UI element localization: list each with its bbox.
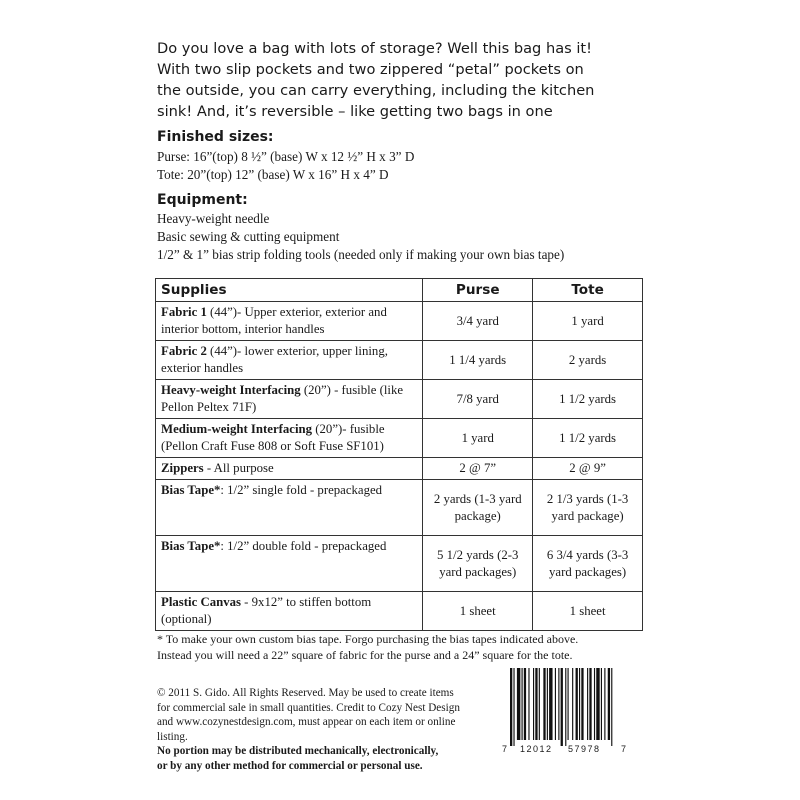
- purse-amount: 1 yard: [423, 419, 533, 458]
- tote-amount: 1 sheet: [533, 592, 643, 631]
- tote-amount: 2 1/3 yards (1-3 yard package): [533, 480, 643, 536]
- barcode-bar: [604, 668, 605, 740]
- tote-amount: 1 yard: [533, 302, 643, 341]
- table-row: [156, 341, 643, 380]
- table-row: [156, 302, 643, 341]
- barcode-bar: [608, 668, 610, 740]
- upc-barcode: [502, 668, 628, 758]
- purse-amount: 5 1/2 yards (2-3 yard packages): [423, 536, 533, 592]
- barcode-bar: [579, 668, 580, 740]
- barcode-bar: [533, 668, 534, 740]
- footnote-line: * To make your own custom bias tape. Forgo purchasing the bias tapes indicated above.: [157, 632, 579, 646]
- intro-paragraph: [157, 38, 647, 122]
- table-header-row: [156, 279, 643, 302]
- table-row: [156, 380, 643, 419]
- barcode-bar: [558, 668, 559, 740]
- purse-amount: 2 yards (1-3 yard package): [423, 480, 533, 536]
- supply-detail: - 9x12” to stiffen bottom (optional): [161, 595, 372, 626]
- barcode-bar: [543, 668, 545, 740]
- supply-item: [156, 302, 423, 341]
- supply-name: Bias Tape*: [161, 483, 221, 497]
- barcode-bar: [535, 668, 537, 740]
- barcode-bar: [596, 668, 599, 740]
- supply-detail: : 1/2” single fold - prepackaged: [220, 483, 383, 497]
- header-supplies: Supplies: [156, 279, 423, 302]
- equipment-item: Heavy-weight needle: [157, 211, 270, 226]
- barcode-bar: [581, 668, 583, 740]
- supply-detail: - All purpose: [203, 461, 274, 475]
- purse-amount: 3/4 yard: [423, 302, 533, 341]
- copyright-bold-tail: No portion may be distributed mechanically, electronically,: [157, 745, 439, 758]
- tote-amount: 2 yards: [533, 341, 643, 380]
- finished-sizes-list: [157, 148, 414, 184]
- copyright-line: and www.cozynestdesign.com, must appear on each item or online: [157, 716, 456, 729]
- table-row: [156, 536, 643, 592]
- copyright-line: © 2011 S. Gido. All Rights Reserved. May be used to create items: [157, 687, 454, 699]
- supply-name: Heavy-weight Interfacing: [161, 383, 301, 397]
- tote-amount: 2 @ 9”: [533, 458, 643, 480]
- footnote-line: Instead you will need a 22” square of fabric for the purse and a 24” square for the tote.: [157, 647, 573, 662]
- purse-amount: 7/8 yard: [423, 380, 533, 419]
- table-row: [156, 458, 643, 480]
- barcode-bars: [502, 668, 628, 746]
- table-row: [156, 480, 643, 536]
- equipment-item: Basic sewing & cutting equipment: [157, 229, 340, 244]
- supply-item: [156, 458, 423, 480]
- supply-name: Bias Tape*: [161, 539, 221, 553]
- size-line-purse: Purse: 16”(top) 8 ½” (base) W x 12 ½” H x 3” D: [157, 149, 415, 164]
- purse-amount: 1 1/4 yards: [423, 341, 533, 380]
- copyright-notice: [157, 686, 497, 774]
- barcode-bar: [587, 668, 588, 740]
- supply-name: Fabric 2: [161, 344, 207, 358]
- copyright-bold-last: or by any other method for commercial or personal use.: [157, 759, 423, 772]
- intro-line: With two slip pockets and two zippered “petal” pockets on: [157, 61, 584, 78]
- header-purse: Purse: [423, 279, 533, 302]
- intro-line: the outside, you can carry everything, including the kitchen: [157, 82, 595, 99]
- table-row: [156, 592, 643, 631]
- intro-line: sink! And, it’s reversible – like getting two bags in one: [157, 103, 553, 120]
- finished-sizes-heading: Finished sizes:: [157, 129, 274, 145]
- supply-name: Medium-weight Interfacing: [161, 422, 313, 436]
- barcode-bar: [539, 668, 540, 740]
- intro-line: Do you love a bag with lots of storage? Well this bag has it!: [157, 40, 593, 57]
- bias-tape-footnote: [157, 632, 578, 663]
- supply-detail: (20”) - fusible (like Pellon Peltex 71F): [161, 383, 404, 414]
- supply-detail: : 1/2” double fold - prepackaged: [220, 539, 387, 553]
- barcode-bar: [594, 668, 595, 740]
- supplies-table: [155, 278, 643, 631]
- copyright-line: [157, 759, 497, 774]
- equipment-heading: Equipment:: [157, 192, 248, 208]
- barcode-bar: [510, 668, 512, 746]
- barcode-right-digit: 7: [621, 744, 627, 754]
- barcode-bar: [576, 668, 578, 740]
- barcode-bar: [517, 668, 520, 740]
- barcode-group-2: 57978: [568, 744, 601, 754]
- barcode-bar: [555, 668, 556, 740]
- supply-item: [156, 380, 423, 419]
- barcode-bar: [601, 668, 602, 740]
- supply-name: Zippers: [161, 461, 204, 475]
- supply-item: [156, 419, 423, 458]
- table-row: [156, 419, 643, 458]
- tote-amount: 1 1/2 yards: [533, 380, 643, 419]
- barcode-left-digit: 7: [502, 744, 508, 754]
- supply-item: [156, 536, 423, 592]
- barcode-bar: [589, 668, 591, 740]
- supply-detail: (20”)- fusible (Pellon Craft Fuse 808 or Soft Fuse SF101): [161, 422, 385, 453]
- barcode-group-1: 12012: [520, 744, 553, 754]
- barcode-bar: [572, 668, 573, 740]
- purse-amount: 1 sheet: [423, 592, 533, 631]
- purse-amount: 2 @ 7”: [423, 458, 533, 480]
- barcode-bar: [568, 668, 569, 740]
- barcode-bar: [561, 668, 563, 746]
- header-tote: Tote: [533, 279, 643, 302]
- supply-item: [156, 592, 423, 631]
- copyright-line: for commercial sale in small quantities. Credit to Cozy Nest Design: [157, 701, 460, 714]
- tote-amount: 1 1/2 yards: [533, 419, 643, 458]
- supply-detail: (44”)- Upper exterior, exterior and interior bottom, interior handles: [161, 305, 387, 336]
- barcode-bar: [611, 668, 612, 746]
- barcode-bar: [528, 668, 529, 740]
- barcode-bar: [522, 668, 523, 740]
- equipment-list: [157, 210, 564, 264]
- tote-amount: 6 3/4 yards (3-3 yard packages): [533, 536, 643, 592]
- supply-item: [156, 341, 423, 380]
- copyright-line-start: listing.: [157, 730, 188, 743]
- supply-name: Plastic Canvas: [161, 595, 241, 609]
- supply-item: [156, 480, 423, 536]
- size-line-tote: Tote: 20”(top) 12” (base) W x 16” H x 4” D: [157, 167, 389, 182]
- equipment-item: 1/2” & 1” bias strip folding tools (needed only if making your own bias tape): [157, 247, 565, 262]
- copyright-line: [157, 730, 497, 759]
- supply-name: Fabric 1: [161, 305, 207, 319]
- supply-detail: (44”)- lower exterior, upper lining, exterior handles: [161, 344, 388, 375]
- barcode-bar: [547, 668, 548, 740]
- barcode-bar: [549, 668, 552, 740]
- barcode-bar: [524, 668, 526, 740]
- barcode-bar: [565, 668, 566, 746]
- barcode-bar: [513, 668, 514, 746]
